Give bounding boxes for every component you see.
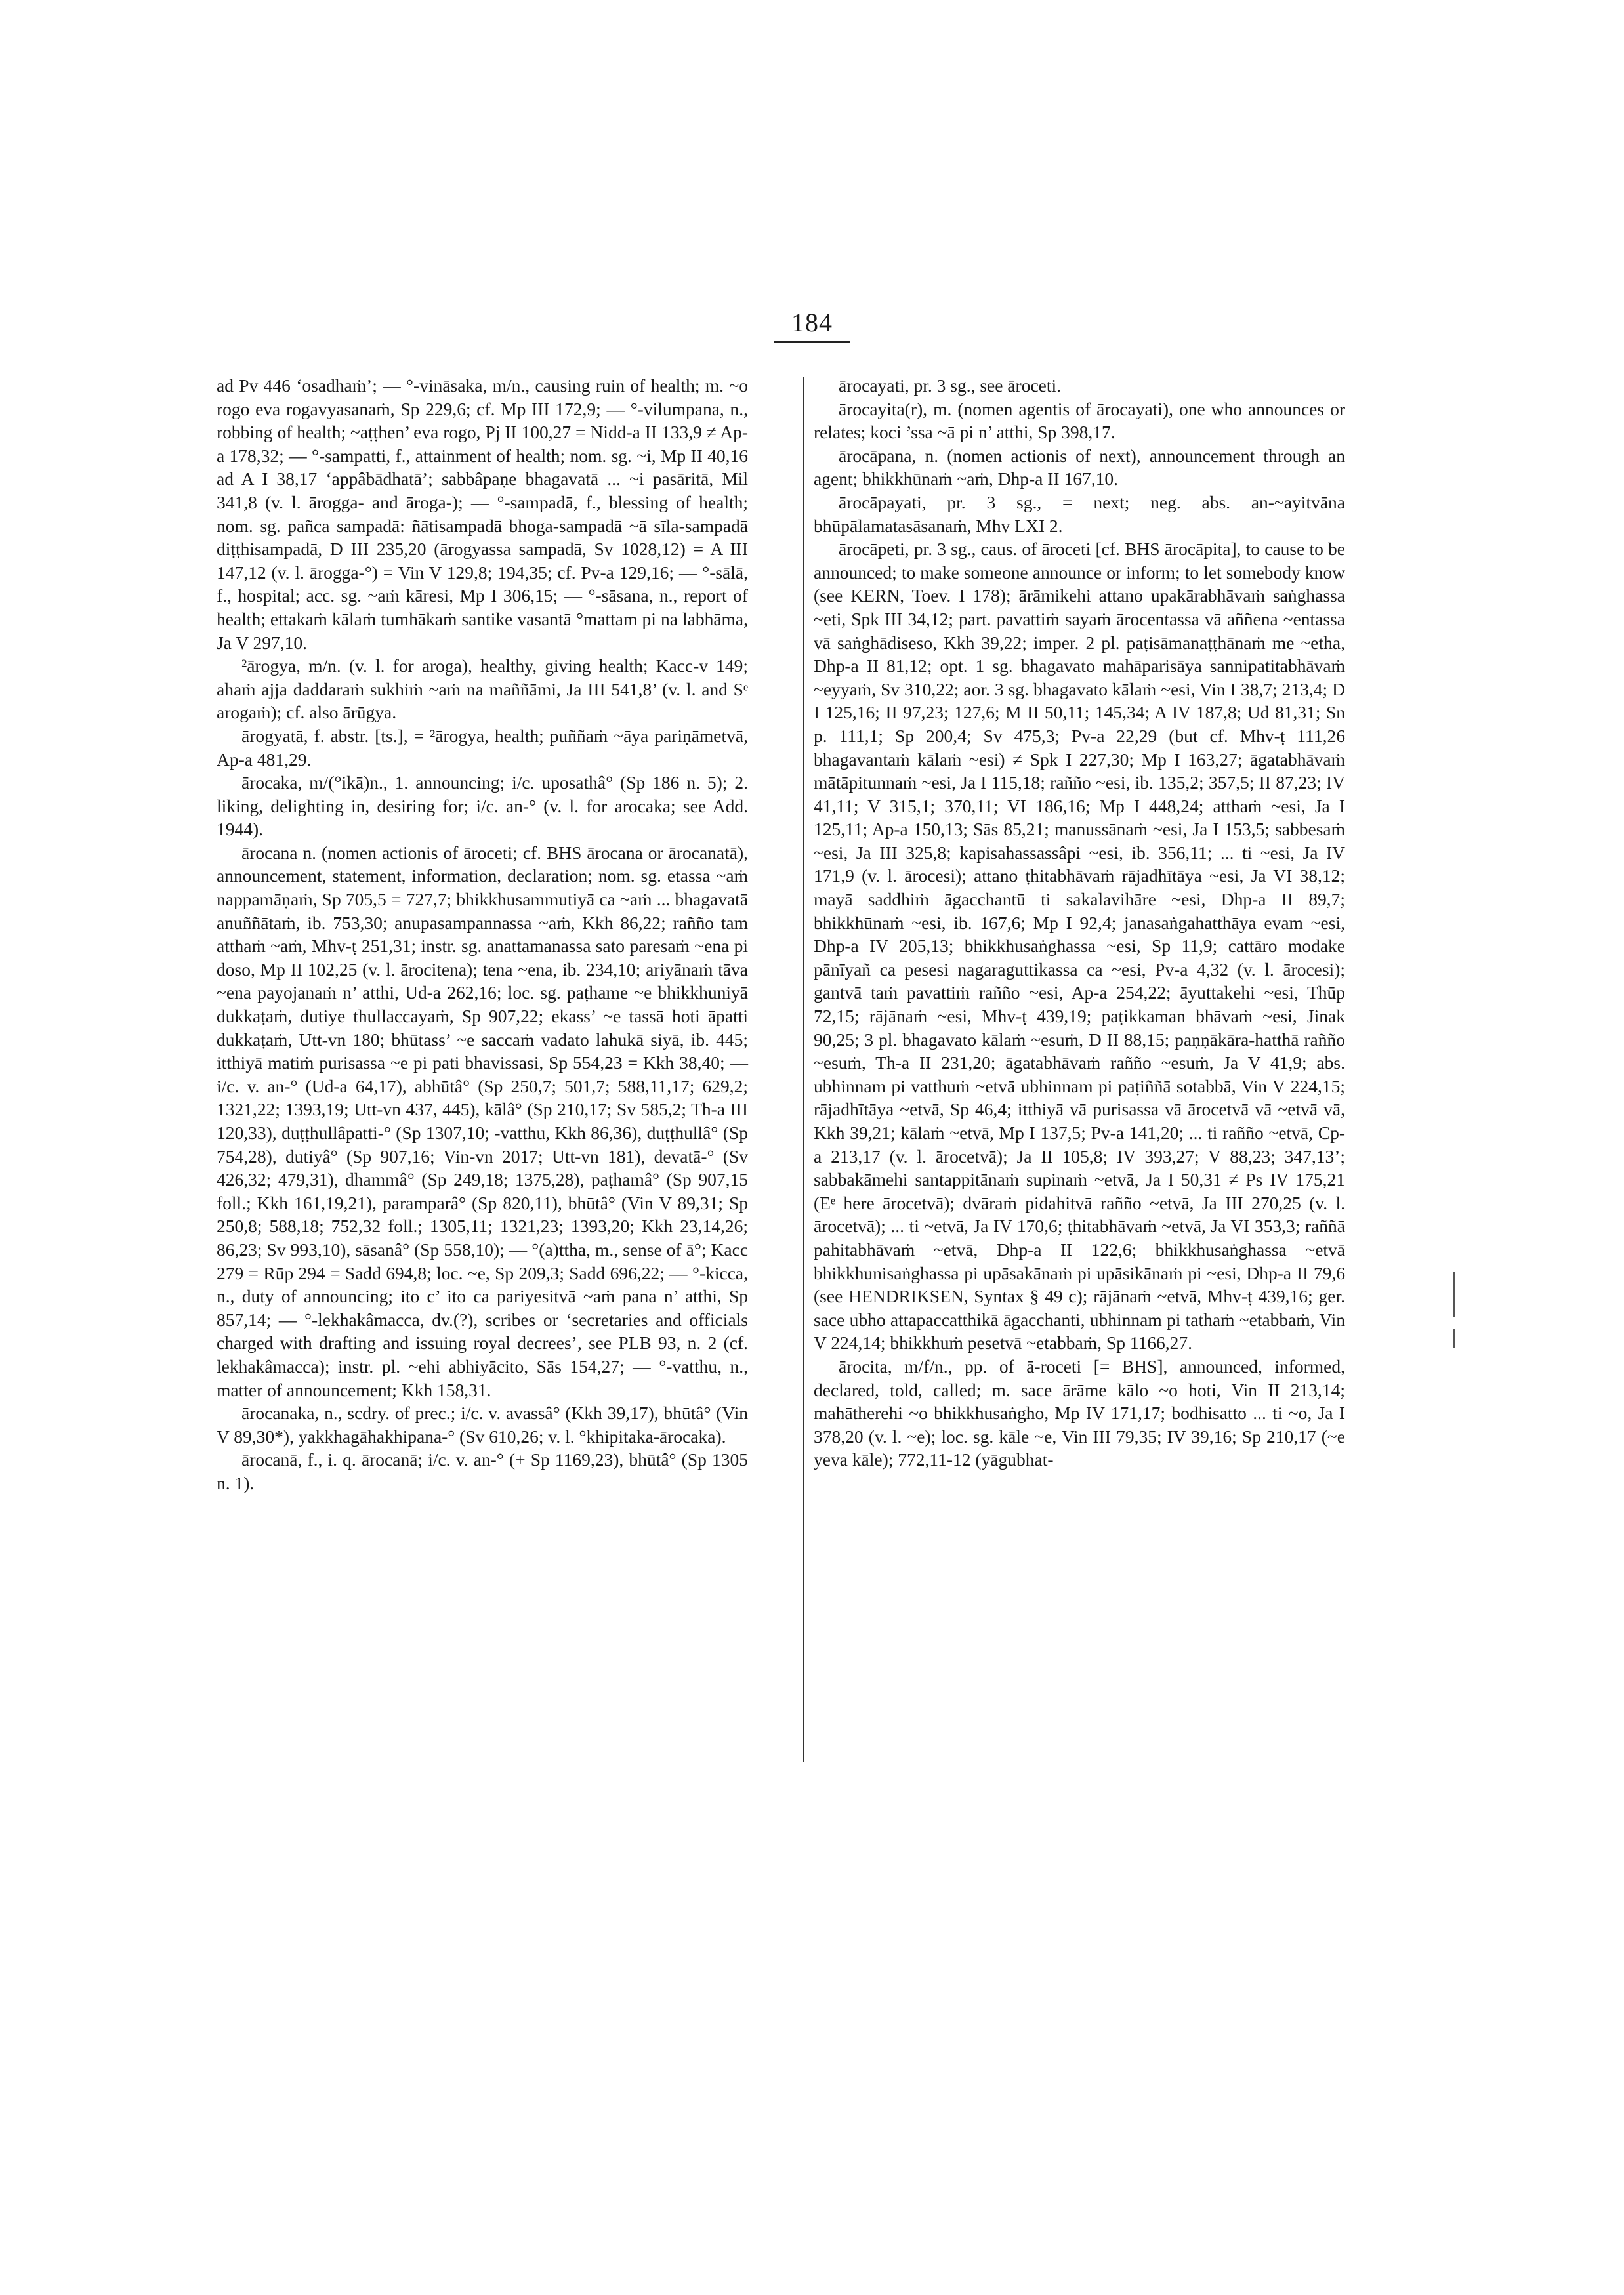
right-column — [814, 374, 1345, 1472]
dictionary-entry: ārocāpayati, pr. 3 sg., = next; neg. abs. an-~ayitvāna bhūpālamatasāsanaṁ, Mhv LXI 2. — [814, 491, 1345, 536]
dictionary-entry: ²ārogya, m/n. (v. l. for aroga), healthy, giving health; Kacc-v 149; ahaṁ ajja daddaraṁ sukhiṁ ~aṁ na maññāmi, Ja III 541,8’ (v. l. and Sᵉ arogaṁ); cf. also ārūgya. — [217, 655, 748, 723]
dictionary-entry: ārocāpeti, pr. 3 sg., caus. of āroceti [cf. BHS ārocāpita], to cause to be announced; to make someone announce or inform; to let somebody know (see KERN, Toev. I 178); ārāmikehi attano upakārabhāvaṁ saṅghassa ~eti, Spk III 34,12; part. pavattiṁ sayaṁ ārocentassa vā aññena ~entassa vā saṅghādiseso, Kkh 39,22; imper. 2 pl. paṭisāmanaṭṭhānaṁ me ~etha, Dhp-a II 81,12; opt. 1 sg. bhagavato mahāparisāya sannipatitabhāvaṁ ~eyyaṁ, Sv 310,22; aor. 3 sg. bhagavato kālaṁ ~esi, Vin I 38,7; 213,4; D I 125,16; II 97,23; 127,6; M II 50,11; 145,34; A IV 187,8; Ud 81,31; Sn p. 111,1; Sp 200,4; Sv 475,3; Pv-a 22,29 (but cf. Mhv-ṭ 111,26 bhagavantaṁ kālaṁ ~esi) ≠ Spk I 227,30; Mp I 163,27; āgatabhāvaṁ mātāpitunnaṁ ~esi, Ja I 115,18; rañño ~esi, ib. 135,2; 357,5; II 87,23; IV 41,11; V 315,1; 370,11; VI 186,16; Mp I 448,24; atthaṁ ~esi, Ja I 125,11; Ap-a 150,13; Sās 85,21; manussānaṁ ~esi, Ja I 153,5; sabbesaṁ ~esi, Ja III 325,8; kapisahassassâpi ~esi, ib. 356,11; ... ti ~esi, Ja IV 171,9 (v. l. ārocesi); attano ṭhitabhāvaṁ rājadhītāya ~esi, Ja VI 38,12; mayā saddhiṁ āgacchantū ti sakalavihāre ~esi, Dhp-a II 89,7; bhikkhūnaṁ ~esi, ib. 167,6; Mp I 92,4; janasaṅgahatthāya evam ~esi, Dhp-a IV 205,13; bhikkhusaṅghassa ~esi, Sp 11,9; cattāro modake pānīyañ ca pesesi nagaraguttikassa ca ~esi, Pv-a 4,32 (v. l. ārocesi); gantvā taṁ pavattiṁ rañño ~esi, Ap-a 254,22; āyuttakehi ~esi, Thūp 72,15; rājānaṁ ~esi, Mhv-ṭ 439,19; paṭikkaman bhāvaṁ ~esi, Jinak 90,25; 3 pl. bhagavato kālaṁ ~esuṁ, D II 88,15; paṇṇākāra-hatthā rañño ~esuṁ, Th-a II 231,20; āgatabhāvaṁ rañño ~esuṁ, Ja V 41,9; abs. ubhinnam pi vatthuṁ ~etvā ubhinnam pi paṭiññā sotabbā, Vin V 224,15; rājadhītāya ~etvā, Sp 46,4; itthiyā vā purisassa vā ārocetvā vā ~etvā vā, Kkh 39,21; kālaṁ ~etvā, Mp I 137,5; Pv-a 141,20; ... ti rañño ~etvā, Cp-a 213,17 (v. l. ārocetvā); Ja II 105,8; IV 393,27; V 88,23; 347,13’; sabbakāmehi santappitānaṁ supinaṁ ~etvā, Ja I 50,31 ≠ Ps IV 175,21 (Eᵉ here ārocetvā); dvāraṁ pidahitvā rañño ~etvā, Ja III 270,25 (v. l. ārocetvā); ... ti ~etvā, Ja IV 170,6; ṭhitabhāvaṁ ~etvā, Ja VI 353,3; raññā pahitabhāvaṁ ~etvā, Dhp-a II 122,6; bhikkhusaṅghassa ~etvā bhikkhunisaṅghassa pi upāsakānaṁ pi upāsikānaṁ pi ~esi, Dhp-a II 79,6 (see HENDRIKSEN, Syntax § 49 c); rājānaṁ ~etvā, Mhv-ṭ 439,16; ger. sace ubho attapaccatthikā āgacchanti, ubhinnam pi tathaṁ ~etabbaṁ, Vin V 224,14; bhikkhuṁ pesetvā ~etabbaṁ, Sp 1166,27. — [814, 539, 1345, 1354]
dictionary-entry: ārocayita(r), m. (nomen agentis of ārocayati), one who announces or relates; koci ’ssa ~ā pi n’ atthi, Sp 398,17. — [814, 398, 1345, 443]
dictionary-entry: ārocāpana, n. (nomen actionis of next), announcement through an agent; bhikkhūnaṁ ~aṁ, Dhp-a II 167,10. — [814, 445, 1345, 489]
margin-mark — [1453, 1272, 1455, 1317]
left-column — [217, 374, 748, 1495]
dictionary-entry: ārocita, m/f/n., pp. of ā-roceti [= BHS], announced, informed, declared, told, called; m. sace ārāme kālo ~o hoti, Vin II 213,14; mahātherehi ~o bhikkhusaṅgho, Mp IV 171,17; bodhisatto ... ti ~o, Ja I 378,20 (v. l. ~e); loc. sg. kāle ~e, Vin III 79,35; IV 39,16; Sp 210,17 (~e yeva kāle); 772,11-12 (yāgubhat- — [814, 1355, 1345, 1470]
column-divider — [803, 377, 804, 1762]
margin-mark — [1453, 1329, 1455, 1348]
dictionary-entry: ārocanā, f., i. q. ārocanā; i/c. v. an-° (+ Sp 1169,23), bhūtâ° (Sp 1305 n. 1). — [217, 1449, 748, 1493]
dictionary-entry: ārogyatā, f. abstr. [ts.], = ²ārogya, health; puññaṁ ~āya pariṇāmetvā, Ap-a 481,29. — [217, 725, 748, 770]
dictionary-entry: ārocana n. (nomen actionis of āroceti; cf. BHS ārocana or ārocanatā), announcement, statement, information, declaration; nom. sg. etassa ~aṁ nappamāṇaṁ, Sp 705,5 = 727,7; bhikkhusammutiyā ca ~aṁ ... bhagavatā anuññātaṁ, ib. 753,30; anupasampannassa ~aṁ, Kkh 86,22; rañño tam atthaṁ ~aṁ, Mhv-ṭ 251,31; instr. sg. anattamanassa sato paresaṁ ~ena pi doso, Mp II 102,25 (v. l. ārocitena); tena ~ena, ib. 234,10; ariyānaṁ tāva ~ena payojanaṁ n’ atthi, Ud-a 262,16; loc. sg. paṭhame ~e bhikkhuniyā dukkaṭaṁ, dutiye thullaccayaṁ, Sp 907,22; ekass’ ~e tassā hoti āpatti dukkaṭaṁ, Utt-vn 180; bhūtass’ ~e saccaṁ vadato lahukā siyā, ib. 445; itthiyā matiṁ purisassa ~e pi pati bhavissasi, Sp 554,23 = Kkh 38,40; — i/c. v. an-° (Ud-a 64,17), abhūtâ° (Sp 250,7; 501,7; 588,11,17; 629,2; 1321,22; 1393,19; Utt-vn 437, 445), kālâ° (Sp 210,17; Sv 585,2; Th-a III 120,33), duṭṭhullâpatti-° (Sp 1307,10; -vatthu, Kkh 86,36), duṭṭhullâ° (Sp 754,28), dutiyâ° (Sp 907,16; Vin-vn 2017; Utt-vn 181), devatā-° (Sv 426,32; 479,31), dhammâ° (Sp 249,18; 1375,28), paṭhamâ° (Sp 907,15 foll.; Kkh 161,19,21), paramparâ° (Sp 820,11), bhūtâ° (Vin V 89,31; Sp 250,8; 588,18; 752,32 foll.; 1305,11; 1321,23; 1393,20; Kkh 23,14,26; 86,23; Sv 993,10), sāsanâ° (Sp 558,10); — °(a)ttha, m., sense of ā°; Kacc 279 = Rūp 294 = Sadd 694,8; loc. ~e, Sp 209,3; Sadd 696,22; — °-kicca, n., duty of announcing; ito c’ ito ca pariyesitvā ~aṁ pana n’ atthi, Sp 857,14; — °-lekhakâmacca, dv.(?), scribes or ‘secretaries and officials charged with drafting and issuing royal decrees’, see PLB 93, n. 2 (cf. lekhakâmacca); instr. pl. ~ehi abhiyācito, Sās 154,27; — °-vatthu, n., matter of announcement; Kkh 158,31. — [217, 842, 748, 1400]
dictionary-entry: ad Pv 446 ‘osadhaṁ’; — °-vināsaka, m/n., causing ruin of health; m. ~o rogo eva rogavyasanaṁ, Sp 229,6; cf. Mp III 172,9; — °-vilumpana, n., robbing of health; ~aṭṭhen’ eva rogo, Pj II 100,27 = Nidd-a II 133,9 ≠ Ap-a 178,32; — °-sampatti, f., attainment of health; nom. sg. ~i, Mp II 40,16 ad A I 38,17 ‘appâbādhatā’; sabbâpaṇe bhagavatā ... ~i pasāritā, Mil 341,8 (v. l. ārogga- and āroga-); — °-sampadā, f., blessing of health; nom. sg. pañca sampadā: ñātisampadā bhoga-sampadā ~ā sīla-sampadā diṭṭhisampadā, D III 235,20 (ārogyassa sampadā, Sv 1028,12) = A III 147,12 (v. l. ārogga-°) = Vin V 129,8; 194,35; cf. Pv-a 129,16; — °-sālā, f., hospital; acc. sg. ~aṁ kāresi, Mp I 306,15; — °-sāsana, n., report of health; ettakaṁ kālaṁ tumhākaṁ santike vasantā °mattam pi na labhāma, Ja V 297,10. — [217, 375, 748, 653]
page-number: 184 — [791, 308, 833, 337]
dictionary-entry: ārocaka, m/(°ikā)n., 1. announcing; i/c. uposathâ° (Sp 186 n. 5); 2. liking, delighting in, desiring for; i/c. an-° (v. l. for arocaka; see Add. 1944). — [217, 772, 748, 840]
dictionary-entry: ārocanaka, n., scdry. of prec.; i/c. v. avassâ° (Kkh 39,17), bhūtâ° (Vin V 89,30*), yakkhagāhakhipana-° (Sv 610,26; v. l. °khipitaka-ārocaka). — [217, 1403, 748, 1447]
dictionary-entry: ārocayati, pr. 3 sg., see āroceti. — [839, 375, 1062, 396]
page-number-rule — [774, 341, 850, 343]
